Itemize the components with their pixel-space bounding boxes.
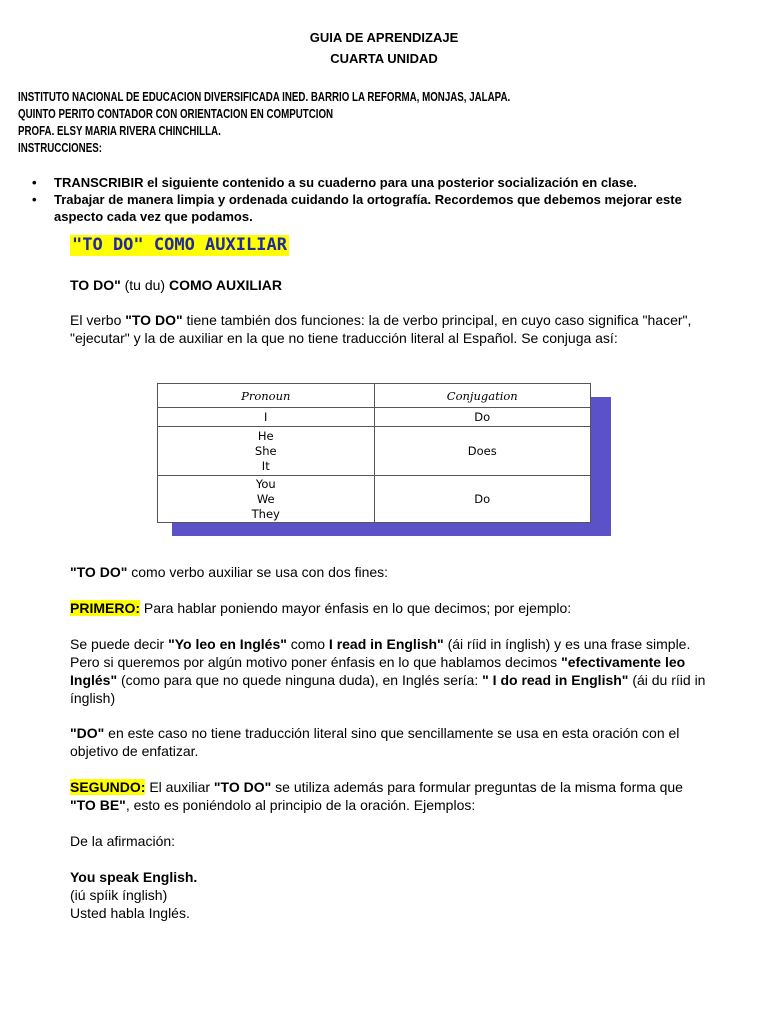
table-row xyxy=(158,408,591,427)
table-row xyxy=(158,476,591,523)
list-item: • Trabajar de manera limpia y ordenada cuidando la ortografía. Recordemos que debemos mejorar este aspecto cada vez que podamos. xyxy=(32,192,682,224)
institution-line: INSTITUTO NACIONAL DE EDUCACION DIVERSIFICADA INED. BARRIO LA REFORMA, MONJAS, JALAPA. xyxy=(18,90,511,104)
pronoun-cell: He She It xyxy=(158,427,375,476)
segundo-label: SEGUNDO: xyxy=(70,779,146,795)
conjugation-cell: Do xyxy=(374,408,591,427)
conjugation-cell: Do xyxy=(374,476,591,523)
column-header: Pronoun xyxy=(158,384,375,408)
segundo-paragraph: SEGUNDO: El auxiliar "TO DO" se utiliza además para formular preguntas de la misma forma que "TO BE", esto es poniéndolo al principio de la oración. Ejemplos: xyxy=(70,779,683,813)
afirmacion-label: De la afirmación: xyxy=(70,833,176,849)
column-header: Conjugation xyxy=(374,384,591,408)
course-line: QUINTO PERITO CONTADOR CON ORIENTACION EN COMPUTCION xyxy=(18,107,334,121)
section-heading: "TO DO" COMO AUXILIAR xyxy=(72,235,287,255)
instructions-label: INSTRUCCIONES: xyxy=(18,141,102,155)
example-sentence: You speak English. (iú spíik ínglish) Usted habla Inglés. xyxy=(70,869,198,921)
example-paragraph: Se puede decir "Yo leo en Inglés" como I read in English" (ái ríid in ínglish) y es una frase simple. Pero si queremos por algún motivo poner énfasis en lo que hablamos decimos "efectivamente leo Inglés" (como para que no quede ninguna duda), en Inglés sería: " I do read in English" (ái du ríid in ínglish) xyxy=(70,636,706,706)
table-header-row xyxy=(158,384,591,408)
bullet-icon: • xyxy=(32,175,37,190)
conjugation-cell: Does xyxy=(374,427,591,476)
subheading: TO DO" (tu du) COMO AUXILIAR xyxy=(70,277,283,293)
intro-paragraph: El verbo "TO DO" tiene también dos funciones: la de verbo principal, en cuyo caso significa "hacer", "ejecutar" y la de auxiliar en la que no tiene traducción literal al Español. Se conjuga así: xyxy=(70,312,692,346)
conjugation-table xyxy=(157,383,591,523)
list-item: • TRANSCRIBIR el siguiente contenido a su cuaderno para una posterior socialización en clase. xyxy=(32,175,637,190)
pronoun-cell: You We They xyxy=(158,476,375,523)
do-note-paragraph: "DO" en este caso no tiene traducción literal sino que sencillamente se usa en esta oración con el objetivo de enfatizar. xyxy=(70,725,680,759)
bullet-icon: • xyxy=(32,192,37,207)
primero-label: PRIMERO: xyxy=(70,600,140,616)
document-subtitle: CUARTA UNIDAD xyxy=(330,51,438,66)
table-row xyxy=(158,427,591,476)
aux-uses-paragraph: "TO DO" como verbo auxiliar se usa con dos fines: xyxy=(70,564,389,580)
document-title: GUIA DE APRENDIZAJE xyxy=(309,30,459,45)
teacher-line: PROFA. ELSY MARIA RIVERA CHINCHILLA. xyxy=(18,124,221,138)
instruction-list xyxy=(32,174,712,225)
pronoun-cell: I xyxy=(158,408,375,427)
primero-paragraph: PRIMERO: Para hablar poniendo mayor énfasis en lo que decimos; por ejemplo: xyxy=(70,600,572,616)
